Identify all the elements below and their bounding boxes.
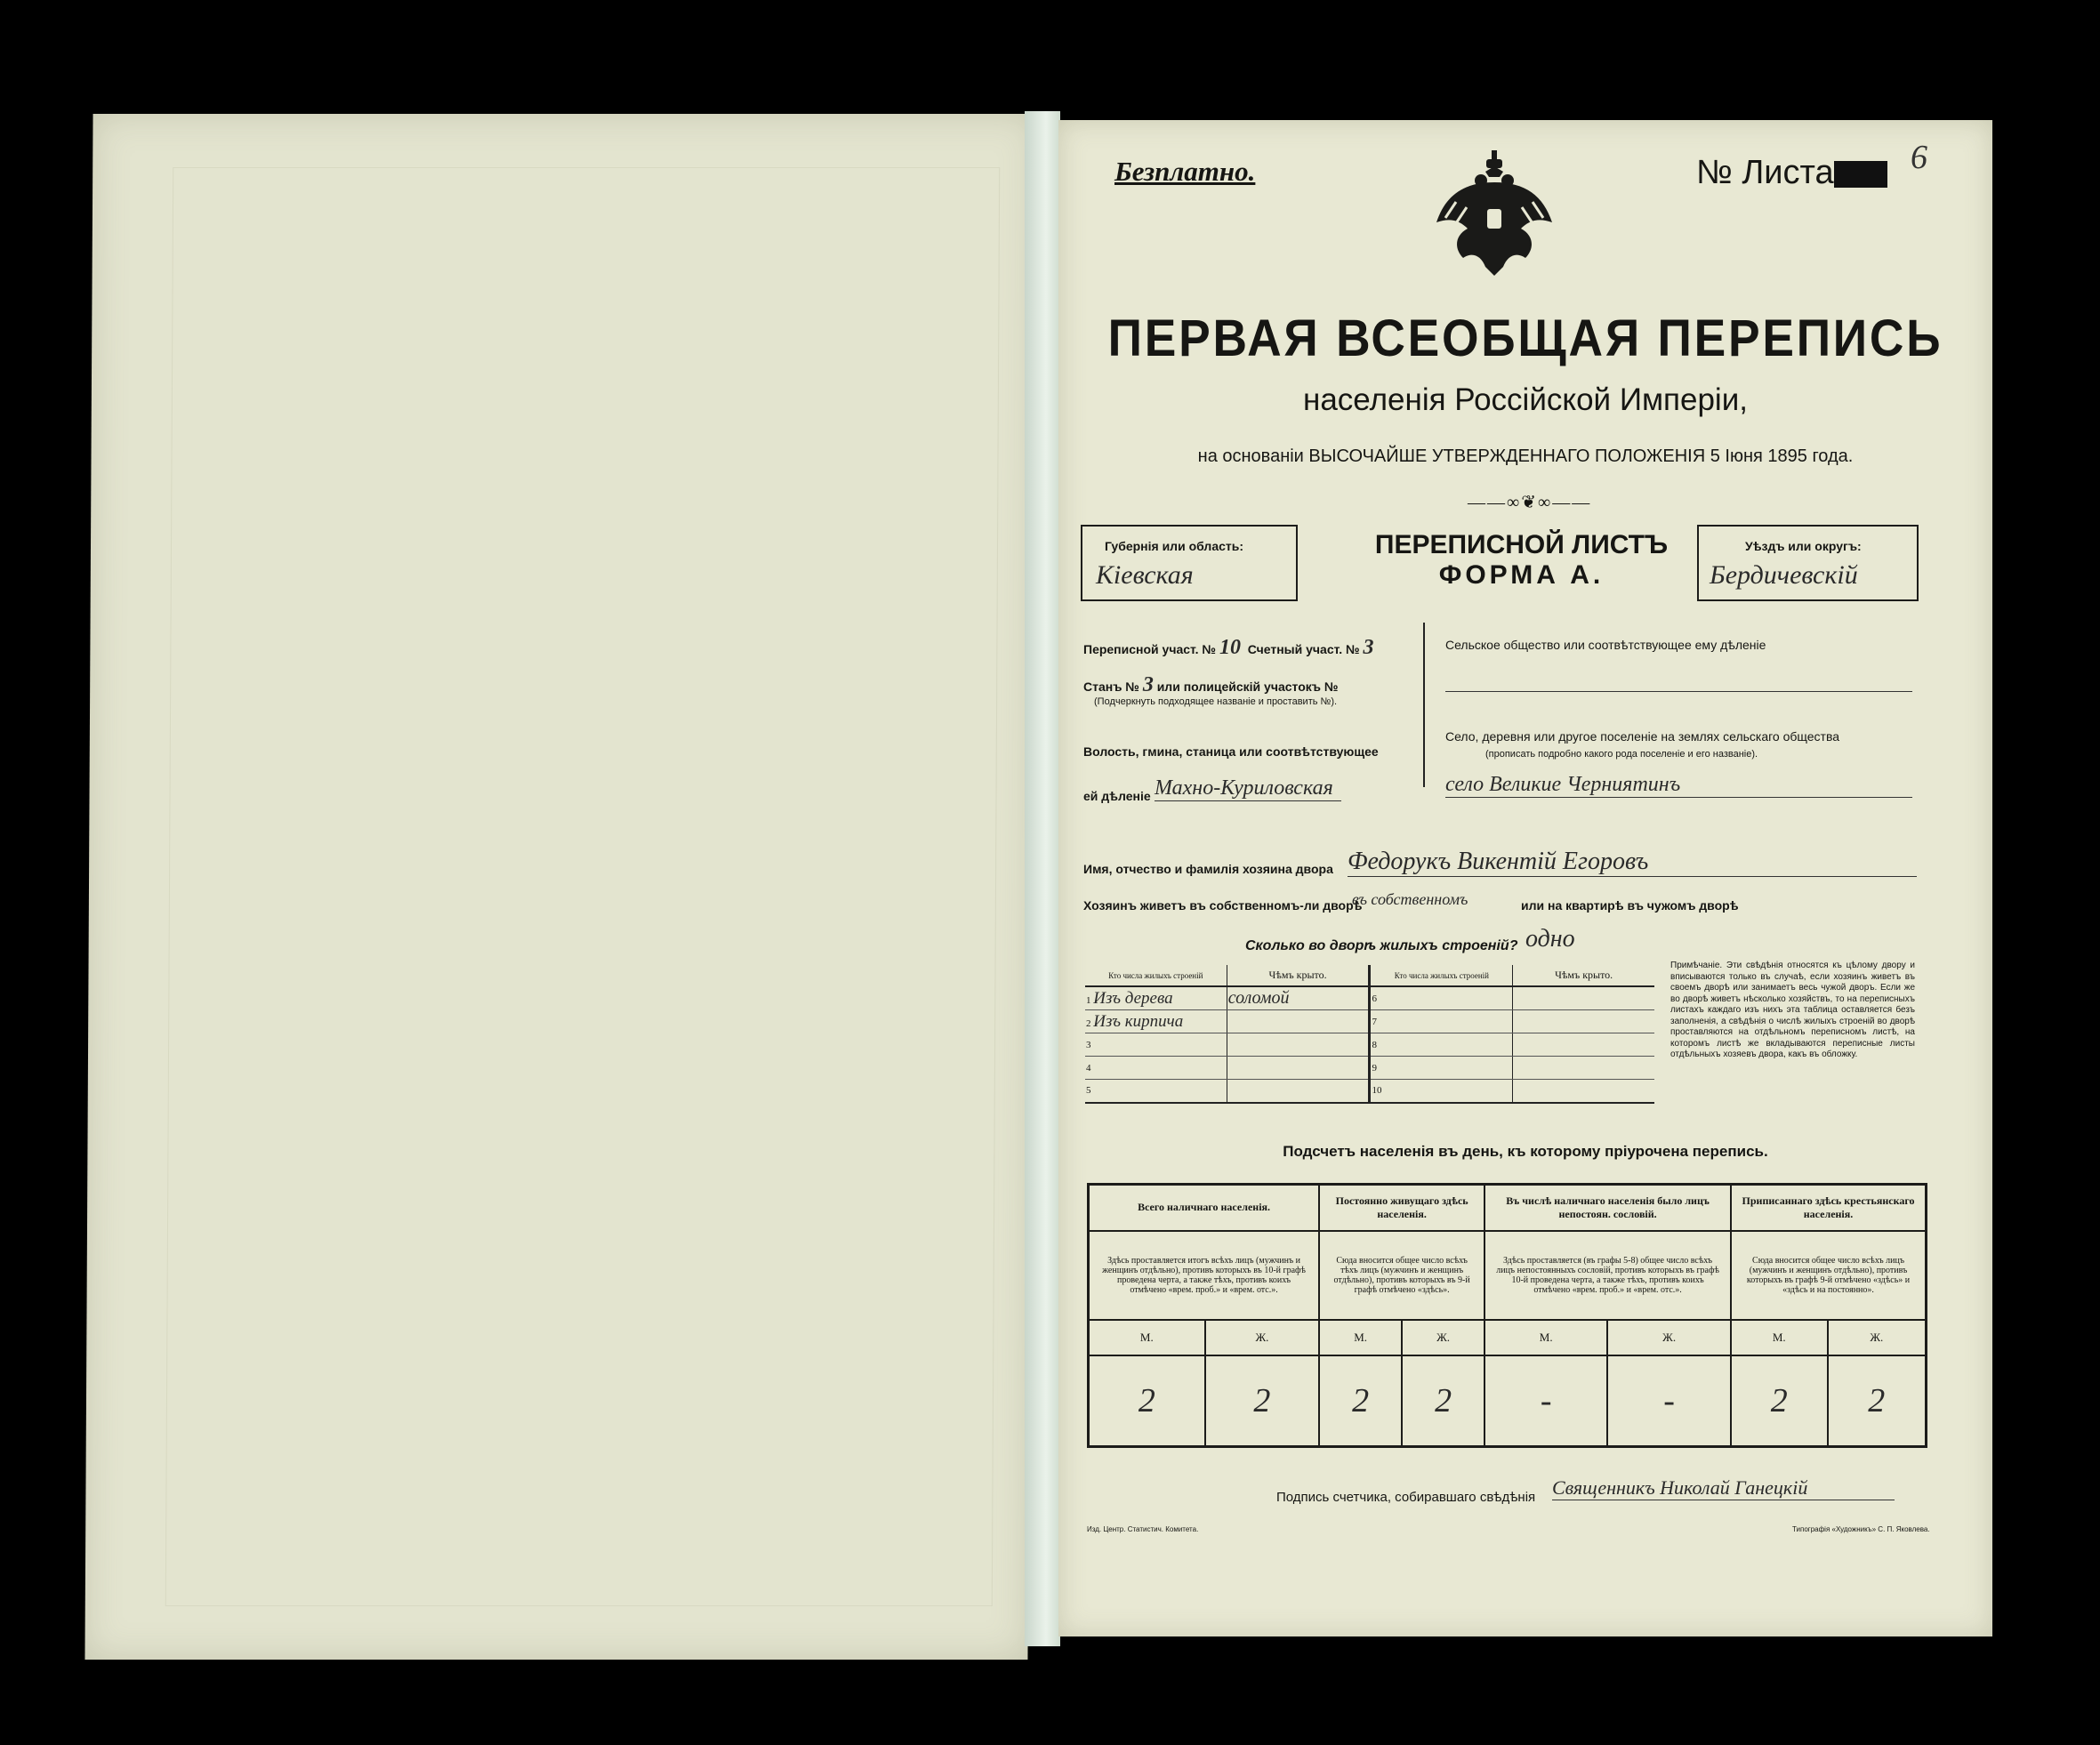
building-name: Изъ кирпича [1093, 1011, 1184, 1031]
census-district-row [1083, 636, 1457, 660]
owner-lives-value: въ собственномъ [1352, 890, 1468, 908]
row-number: 7 [1370, 1010, 1513, 1033]
imperial-eagle-emblem [1428, 147, 1561, 280]
sex-header: М. [1731, 1320, 1828, 1355]
province-box [1081, 525, 1298, 601]
buildings-value: одно [1525, 925, 1575, 953]
count-group-4-title: Приписаннаго здѣсь крестьянскаго населенія. [1731, 1185, 1926, 1231]
buildings-col2-header: Чѣмъ крыто. [1227, 965, 1370, 986]
sheet-type-box [1297, 525, 1746, 598]
owner-label: Имя, отчество и фамилія хозяина двора [1083, 862, 1333, 876]
sex-header: Ж. [1607, 1320, 1731, 1355]
book-spine [1025, 111, 1060, 1646]
count-group-2-desc: Сюда вносится общее число всѣхъ тѣхъ лицъ (мужчинъ и женщинъ отдѣльно), противъ которыхъ въ 9-й графѣ отмѣчено «здѣсь». [1319, 1231, 1484, 1320]
province-label: Губернія или область: [1105, 539, 1244, 553]
table-row [1085, 1033, 1654, 1057]
count-group-2-title: Постоянно живущаго здѣсь населенія. [1319, 1185, 1484, 1231]
district-label: Уѣздъ или округъ: [1745, 539, 1862, 553]
count-title: Подсчетъ населенія въ день, къ которому пріурочена перепись. [1283, 1143, 1768, 1160]
sheet-number-label: № Листа [1696, 154, 1834, 191]
row-number: 10 [1370, 1080, 1513, 1103]
form-title: ПЕРВАЯ ВСЕОБЩАЯ ПЕРЕПИСЬ [1107, 310, 1943, 367]
sex-header: М. [1484, 1320, 1607, 1355]
owner-value: Федорукъ Викентій Егоровъ [1348, 848, 1917, 877]
census-district-value: 10 [1219, 636, 1241, 659]
buildings-col3-header: Кто числа жилыхъ строеній [1370, 965, 1513, 986]
count-group-1-desc: Здѣсь проставляется итогъ всѣхъ лицъ (мужчинъ и женщинъ отдѣльно), противъ которыхъ въ 10-й графѣ проведена черта, а также тѣхъ, противъ коихъ отмѣчено «врем. проб.» и «врем. отс.». [1089, 1231, 1320, 1320]
count-value: 2 [1828, 1355, 1927, 1447]
rural-society-label: Сельское общество или соотвѣтствующее ему дѣленіе [1445, 638, 1766, 652]
printer-right: Типографія «Художникъ» С. П. Яковлева. [1792, 1525, 1930, 1533]
police-note: (Подчеркнуть подходящее названіе и проставить №). [1094, 696, 1338, 707]
volost-label: Волость, гмина, станица или соотвѣтствующее [1083, 744, 1379, 759]
counting-district-label: Счетный участ. № [1247, 642, 1360, 656]
building-name: Изъ дерева [1093, 988, 1173, 1008]
table-row [1085, 1080, 1654, 1103]
empty-cell [1227, 1057, 1370, 1080]
count-value: 2 [1205, 1355, 1319, 1447]
rural-society-line [1445, 689, 1912, 692]
empty-cell [1513, 1010, 1654, 1033]
left-page [84, 114, 1035, 1660]
vertical-divider [1423, 623, 1425, 787]
buildings-note: Примѣчаніе. Эти свѣдѣнія относятся къ цѣлому двору и вписываются только въ случаѣ, если хозяинъ живетъ въ своемъ дворѣ или занимаетъ весь чужой дворъ. Если же во дворѣ живетъ нѣсколько хозяйствъ, то на переписныхъ листахъ каждаго изъ нихъ эта таблица оставляется безъ заполненія, а свѣдѣнія о числѣ жилыхъ строеній во дворѣ проставляются на отдѣльномъ переписномъ листѣ, на которомъ листѣ же вкладываются переписные листы отдѣльныхъ хозяевъ двора, какъ въ обложку. [1670, 961, 1915, 1059]
count-value: 2 [1089, 1355, 1205, 1447]
count-value: - [1607, 1355, 1731, 1447]
table-row [1085, 986, 1654, 1010]
ornament-divider: ——∞❦∞—— [1468, 493, 1592, 512]
row-number: 9 [1370, 1057, 1513, 1080]
table-row [1085, 1057, 1654, 1080]
counting-district-value: 3 [1363, 636, 1374, 659]
row-number: 6 [1370, 986, 1513, 1010]
count-group-4-desc: Сюда вносится общее число всѣхъ лицъ (мужчинъ и женщинъ отдѣльно), противъ которыхъ въ графѣ 9-й отмѣчено «здѣсь» и «здѣсь и на постоянно». [1731, 1231, 1926, 1320]
left-page-ghost-print [165, 167, 1000, 1606]
empty-cell [1227, 1033, 1370, 1057]
buildings-col4-header: Чѣмъ крыто. [1513, 965, 1654, 986]
sex-header: М. [1319, 1320, 1402, 1355]
village-note: (прописать подробно какого рода поселеніе и его названіе). [1485, 749, 1758, 760]
owner-lives-label-2: или на квартирѣ въ чужомъ дворѣ [1521, 898, 1739, 913]
buildings-col1-header: Кто числа жилыхъ строеній [1085, 965, 1227, 986]
row-number: 4 [1085, 1057, 1227, 1080]
count-group-1-title: Всего наличнаго населенія. [1089, 1185, 1320, 1231]
signature-label: Подпись счетчика, собиравшаго свѣдѣнія [1276, 1490, 1536, 1505]
stan-row [1083, 673, 1457, 697]
census-form-page [1058, 120, 1992, 1636]
signature-value: Священникъ Николай Ганецкій [1552, 1476, 1895, 1500]
form-subtitle: населенія Россійской Имперіи, [1303, 382, 1748, 417]
printer-left: Изд. Центр. Статистич. Комитета. [1087, 1525, 1199, 1533]
count-group-3-desc: Здѣсь проставляется (въ графы 5-8) общее число всѣхъ лицъ непостоянныхъ сословій, противъ которыхъ въ графѣ 10-й проведена черта, а также тѣхъ, противъ коихъ отмѣчено «врем. проб.» и «врем. отс.». [1484, 1231, 1731, 1320]
province-value: Кіевская [1096, 560, 1194, 590]
count-value: 2 [1402, 1355, 1484, 1447]
free-label: Безплатно. [1114, 156, 1256, 187]
empty-cell [1227, 1080, 1370, 1103]
buildings-label: Сколько во дворѣ жилыхъ строеній? [1245, 938, 1518, 953]
row-number: 8 [1370, 1033, 1513, 1057]
row-number: 2 [1086, 1017, 1091, 1029]
sheet-type: ПЕРЕПИСНОЙ ЛИСТЪ [1374, 530, 1669, 559]
sheet-number-handwritten: 6 [1911, 139, 1927, 176]
row-number: 5 [1085, 1080, 1227, 1103]
empty-cell [1513, 1080, 1654, 1103]
stan-label: Станъ № [1083, 680, 1139, 694]
form-name: ФОРМА А. [1438, 560, 1605, 590]
count-value: - [1484, 1355, 1607, 1447]
census-district-label: Переписной участ. № [1083, 642, 1217, 656]
sheet-number [1696, 154, 1887, 192]
empty-cell [1513, 1057, 1654, 1080]
sex-header: М. [1089, 1320, 1205, 1355]
police-label: или полицейскій участокъ № [1156, 680, 1339, 694]
village-label: Село, деревня или другое поселеніе на землях сельскаго общества [1445, 729, 1840, 744]
sex-header: Ж. [1402, 1320, 1484, 1355]
redaction-block [1834, 161, 1887, 188]
sex-header: Ж. [1828, 1320, 1927, 1355]
count-value: 2 [1731, 1355, 1828, 1447]
stan-value: 3 [1142, 673, 1154, 696]
building-roof: соломой [1227, 986, 1370, 1010]
population-count-table [1087, 1183, 1927, 1448]
legal-basis: на основаніи ВЫСОЧАЙШЕ УТВЕРЖДЕННАГО ПОЛОЖЕНІЯ 5 Іюня 1895 года. [1197, 446, 1854, 466]
owner-lives-label: Хозяинъ живетъ въ собственномъ-ли дворѣ [1083, 898, 1363, 913]
sex-header: Ж. [1205, 1320, 1319, 1355]
district-box [1697, 525, 1919, 601]
district-value: Бердичевскій [1710, 560, 1858, 590]
empty-cell [1513, 986, 1654, 1010]
volost-value: Махно-Куриловская [1155, 776, 1341, 801]
table-row [1085, 1010, 1654, 1033]
count-value: 2 [1319, 1355, 1402, 1447]
village-value: село Великие Черниятинъ [1445, 773, 1912, 798]
count-group-3-title: Въ числѣ наличнаго населенія было лицъ непостоян. сословій. [1484, 1185, 1731, 1231]
volost-label-2: ей дѣленіе [1083, 789, 1151, 803]
row-number: 3 [1085, 1033, 1227, 1057]
row-number: 1 [1086, 994, 1091, 1006]
empty-cell [1513, 1033, 1654, 1057]
buildings-table [1085, 965, 1654, 1104]
building-roof [1227, 1010, 1370, 1033]
